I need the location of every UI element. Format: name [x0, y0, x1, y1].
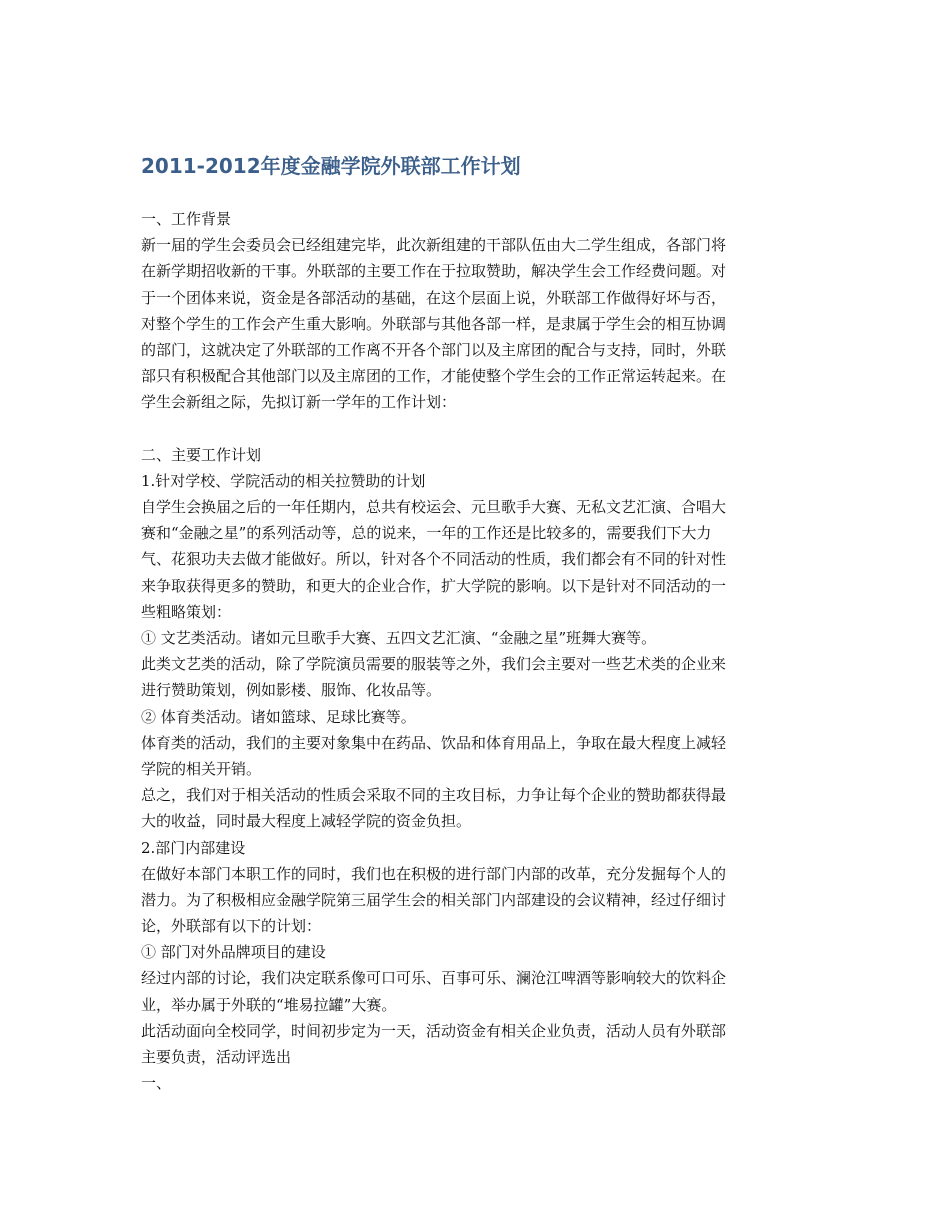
list-item-brand-project: ① 部门对外品牌项目的建设: [141, 943, 326, 962]
section-heading-main-plan: 二、主要工作计划: [141, 445, 262, 464]
paragraph-line: 气、花狠功夫去做才能做好。所以，针对各个不同活动的性质，我们都会有不同的针对性: [141, 550, 727, 569]
document-body: [141, 206, 809, 1096]
paragraph-line: 此活动面向全校同学，时间初步定为一天，活动资金有相关企业负责，活动人员有外联部: [141, 1021, 727, 1040]
list-item-arts: ① 文艺类活动。诸如元旦歌手大赛、五四文艺汇演、“金融之星”班舞大赛等。: [141, 629, 657, 647]
paragraph-line: 新一届的学生会委员会已经组建完毕，此次新组建的干部队伍由大二学生组成，各部门将: [141, 236, 727, 255]
paragraph-line: 经过内部的讨论，我们决定联系像可口可乐、百事可乐、澜沧江啤酒等影响较大的饮料企: [141, 969, 727, 988]
paragraph-line: 大的收益，同时最大程度上减轻学院的资金负担。: [141, 812, 472, 831]
paragraph-line: 在做好本部门本职工作的同时，我们也在积极的进行部门内部的改革，充分发掘每个人的: [141, 864, 727, 883]
subsection-heading-internal: 2.部门内部建设: [141, 838, 246, 857]
section-heading-background: 一、工作背景: [141, 210, 232, 228]
paragraph-line: 学院的相关开销。: [141, 759, 262, 778]
paragraph-line: 学生会新组之际，先拟订新一学年的工作计划：: [141, 393, 457, 412]
paragraph-line: 于一个团体来说，资金是各部活动的基础，在这个层面上说，外联部工作做得好坏与否，: [141, 288, 727, 307]
paragraph-line: 对整个学生的工作会产生重大影响。外联部与其他各部一样，是隶属于学生会的相互协调: [141, 314, 727, 333]
paragraph-line: 业，举办属于外联的“堆易拉罐”大赛。: [141, 995, 397, 1014]
trailing-heading: 一、: [141, 1074, 172, 1093]
list-item-sports: ② 体育类活动。诸如篮球、足球比赛等。: [141, 707, 416, 726]
paragraph-line: 主要负责，活动评选出: [141, 1048, 292, 1066]
document-title: 2011-2012年度金融学院外联部工作计划: [141, 154, 521, 178]
paragraph-line: 潜力。为了积极相应金融学院第三届学生会的相关部门内部建设的会议精神，经过仔细讨: [141, 890, 727, 909]
paragraph-line: 论，外联部有以下的计划：: [141, 917, 322, 936]
paragraph-line: 些粗略策划：: [141, 602, 232, 621]
paragraph-line: 来争取获得更多的赞助，和更大的企业合作，扩大学院的影响。以下是针对不同活动的一: [141, 576, 727, 595]
paragraph-spacer: [141, 416, 809, 442]
paragraph-line: 的部门，这就决定了外联部的工作离不开各个部门以及主席团的配合与支持，同时，外联: [141, 340, 727, 359]
paragraph-line: 体育类的活动，我们的主要对象集中在药品、饮品和体育用品上，争取在最大程度上减轻: [141, 733, 727, 752]
paragraph-line: 此类文艺类的活动，除了学院演员需要的服装等之外，我们会主要对一些艺术类的企业来: [141, 655, 727, 674]
paragraph-line: 在新学期招收新的干事。外联部的主要工作在于拉取赞助，解决学生会工作经费问题。对: [141, 262, 727, 281]
paragraph-line: 总之，我们对于相关活动的性质会采取不同的主攻目标，力争让每个企业的赞助都获得最: [141, 786, 727, 805]
paragraph-line: 进行赞助策划，例如影楼、服饰、化妆品等。: [141, 681, 442, 700]
paragraph-line: 赛和“金融之星”的系列活动等，总的说来，一年的工作还是比较多的，需要我们下大力: [141, 524, 712, 543]
subsection-heading-sponsorship: 1.针对学校、学院活动的相关拉赞助的计划: [141, 471, 426, 490]
paragraph-line: 部只有积极配合其他部门以及主席团的工作，才能使整个学生会的工作正常运转起来。在: [141, 367, 727, 386]
paragraph-line: 自学生会换届之后的一年任期内，总共有校运会、元旦歌手大赛、无私文艺汇演、合唱大: [141, 498, 727, 517]
